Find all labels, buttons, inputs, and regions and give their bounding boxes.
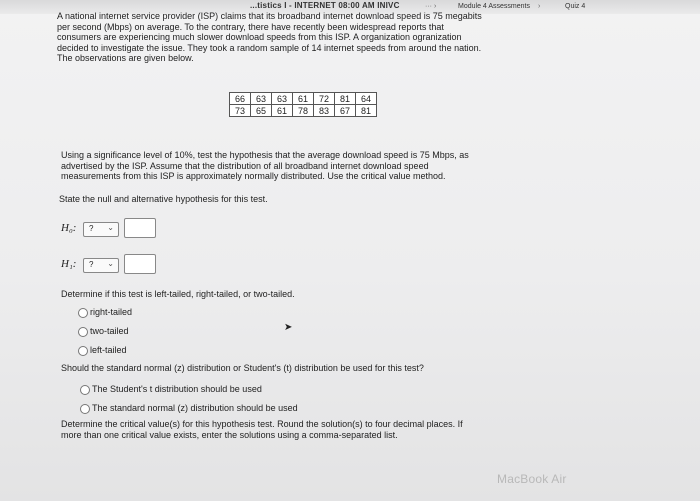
tail-question-prompt: Determine if this test is left-tailed, right-tailed, or two-tailed. — [61, 289, 295, 299]
radio-button[interactable] — [78, 346, 88, 356]
radio-label[interactable]: left-tailed — [90, 345, 127, 355]
radio-label[interactable]: two-tailed — [90, 326, 129, 336]
mouse-cursor-icon: ➤ — [284, 322, 293, 333]
select-placeholder: ? — [89, 260, 94, 269]
table-cell: 63 — [251, 93, 272, 105]
h1-symbol-select[interactable] — [83, 258, 119, 273]
radio-label[interactable]: right-tailed — [90, 307, 133, 317]
table-cell: 73 — [230, 105, 251, 117]
instruction-line: Using a significance level of 10%, test the hypothesis that the average download speed is 75 Mbps, as — [61, 150, 469, 160]
table-cell: 81 — [356, 105, 377, 117]
breadcrumb-quiz-link[interactable]: Quiz 4 — [565, 3, 586, 10]
table-cell: 78 — [293, 105, 314, 117]
breadcrumb-separator: › — [538, 3, 541, 10]
table-cell: 83 — [314, 105, 335, 117]
question-line: more than one critical value exists, enter the solutions using a comma-separated list. — [61, 429, 398, 440]
intro-line: The observations are given below. — [57, 53, 194, 63]
radio-button[interactable] — [80, 385, 90, 395]
instruction-line: measurements from this ISP is approximately normally distributed. Use the critical value method. — [61, 171, 446, 181]
distribution-question-prompt: Should the standard normal (z) distribution or Student's (t) distribution be used for this test? — [61, 363, 424, 373]
table-cell: 61 — [293, 93, 314, 105]
observations-table — [229, 92, 377, 117]
table-cell: 67 — [335, 105, 356, 117]
table-cell: 65 — [251, 105, 272, 117]
table-cell: 61 — [272, 105, 293, 117]
intro-line: consumers are experiencing much slower download speeds from this ISP. A organization ogranization — [57, 32, 462, 42]
radio-label[interactable]: The standard normal (z) distribution should be used — [92, 403, 298, 413]
chevron-down-icon: ⌄ — [107, 259, 114, 268]
intro-line: per second (Mbps) on average. To the contrary, there have recently been widespread reports that — [57, 21, 444, 32]
h1-value-input[interactable] — [124, 254, 156, 274]
breadcrumb-module-link[interactable]: Module 4 Assessments — [458, 3, 530, 10]
table-cell: 63 — [272, 93, 293, 105]
hypothesis-prompt: State the null and alternative hypothesis for this test. — [59, 194, 268, 204]
radio-button[interactable] — [78, 308, 88, 318]
significance-instructions — [61, 150, 531, 182]
table-cell: 81 — [335, 93, 356, 105]
table-cell: 72 — [314, 93, 335, 105]
radio-button[interactable] — [80, 404, 90, 414]
chevron-down-icon: ⌄ — [107, 223, 114, 232]
problem-intro — [57, 11, 552, 64]
breadcrumb-dots[interactable]: ··· › — [425, 3, 437, 10]
h0-label: H₀: — [61, 222, 77, 234]
intro-line: A national internet service provider (ISP) claims that its broadband internet download speed is 75 megabits — [57, 11, 482, 21]
table-cell: 64 — [356, 93, 377, 105]
radio-button[interactable] — [78, 327, 88, 337]
table-cell: 66 — [230, 93, 251, 105]
intro-line: decided to investigate the issue. They took a random sample of 14 internet speeds from around the nation. — [57, 42, 482, 53]
radio-label[interactable]: The Student's t distribution should be used — [92, 384, 262, 394]
critical-value-question-prompt — [61, 419, 541, 440]
table-row — [230, 93, 377, 105]
select-placeholder: ? — [89, 224, 94, 233]
h0-symbol-select[interactable] — [83, 222, 119, 237]
question-line: Determine the critical value(s) for this hypothesis test. Round the solution(s) to four decimal places. If — [61, 419, 463, 429]
h1-label: H₁: — [61, 258, 77, 270]
instruction-line: advertised by the ISP. Assume that the distribution of all broadband internet download speed — [61, 160, 429, 171]
table-row — [230, 105, 377, 117]
h0-value-input[interactable] — [124, 218, 156, 238]
device-watermark: MacBook Air — [497, 472, 567, 486]
course-title: ...tistics I - INTERNET 08:00 AM INIVC — [250, 1, 400, 10]
